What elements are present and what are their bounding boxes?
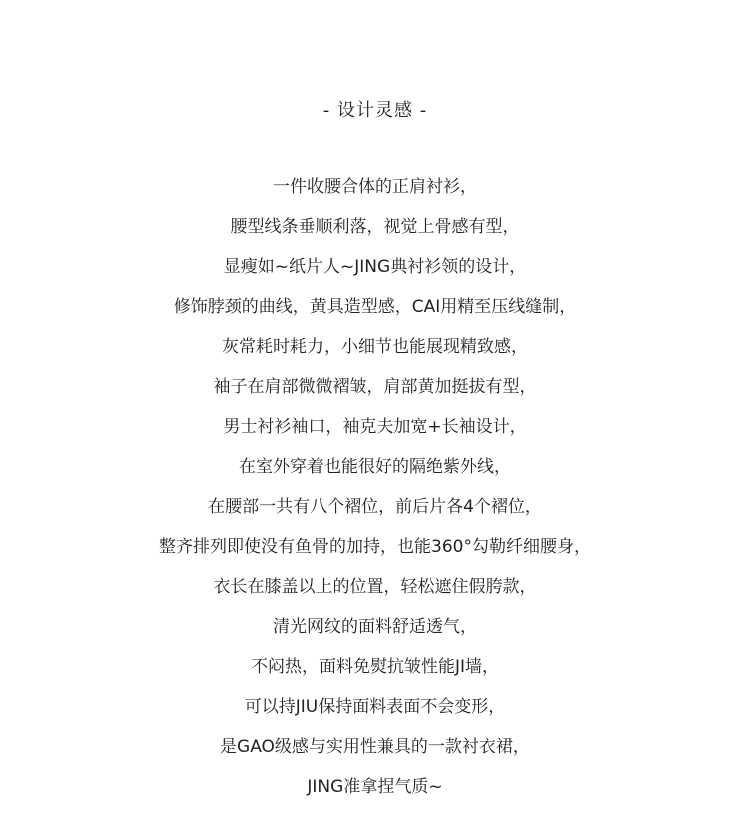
description-line: 是GAO级感与实用性兼具的一款衬衣裙，: [220, 737, 530, 757]
description-line: JING准拿捏气质~: [307, 777, 443, 797]
description-line: 可以持JIU保持面料表面不会变形，: [244, 697, 506, 717]
description-line: 在室外穿着也能很好的隔绝紫外线，: [239, 457, 511, 477]
description-line: 袖子在肩部微微褶皱，肩部黄加挺拔有型，: [213, 377, 537, 397]
description-line: 衣长在膝盖以上的位置，轻松遮住假胯款，: [213, 577, 537, 597]
description-line: 灰常耗时耗力，小细节也能展现精致感，: [222, 337, 528, 357]
description-line: 清光网纹的面料舒适透气，: [273, 617, 477, 637]
description-line: 男士衬衫袖口，袖克夫加宽+长袖设计，: [223, 417, 527, 437]
description-line: 腰型线条垂顺利落，视觉上骨感有型，: [230, 217, 520, 237]
description-line: 修饰脖颈的曲线，黄具造型感，CAI用精至压线缝制，: [173, 297, 577, 317]
description-line: 显瘦如~纸片人~JING典衬衫领的设计，: [223, 257, 527, 277]
description-line: 一件收腰合体的正肩衬衫，: [273, 177, 477, 197]
description-lines: [0, 173, 750, 813]
section-title: - 设计灵感 -: [322, 100, 428, 121]
description-line: 在腰部一共有八个褶位，前后片各4个褶位，: [208, 497, 542, 517]
description-line: 整齐排列即使没有鱼骨的加持，也能360°勾勒纤细腰身，: [159, 537, 591, 557]
description-line: 不闷热，面料免熨抗皱性能JI墙，: [250, 657, 500, 677]
